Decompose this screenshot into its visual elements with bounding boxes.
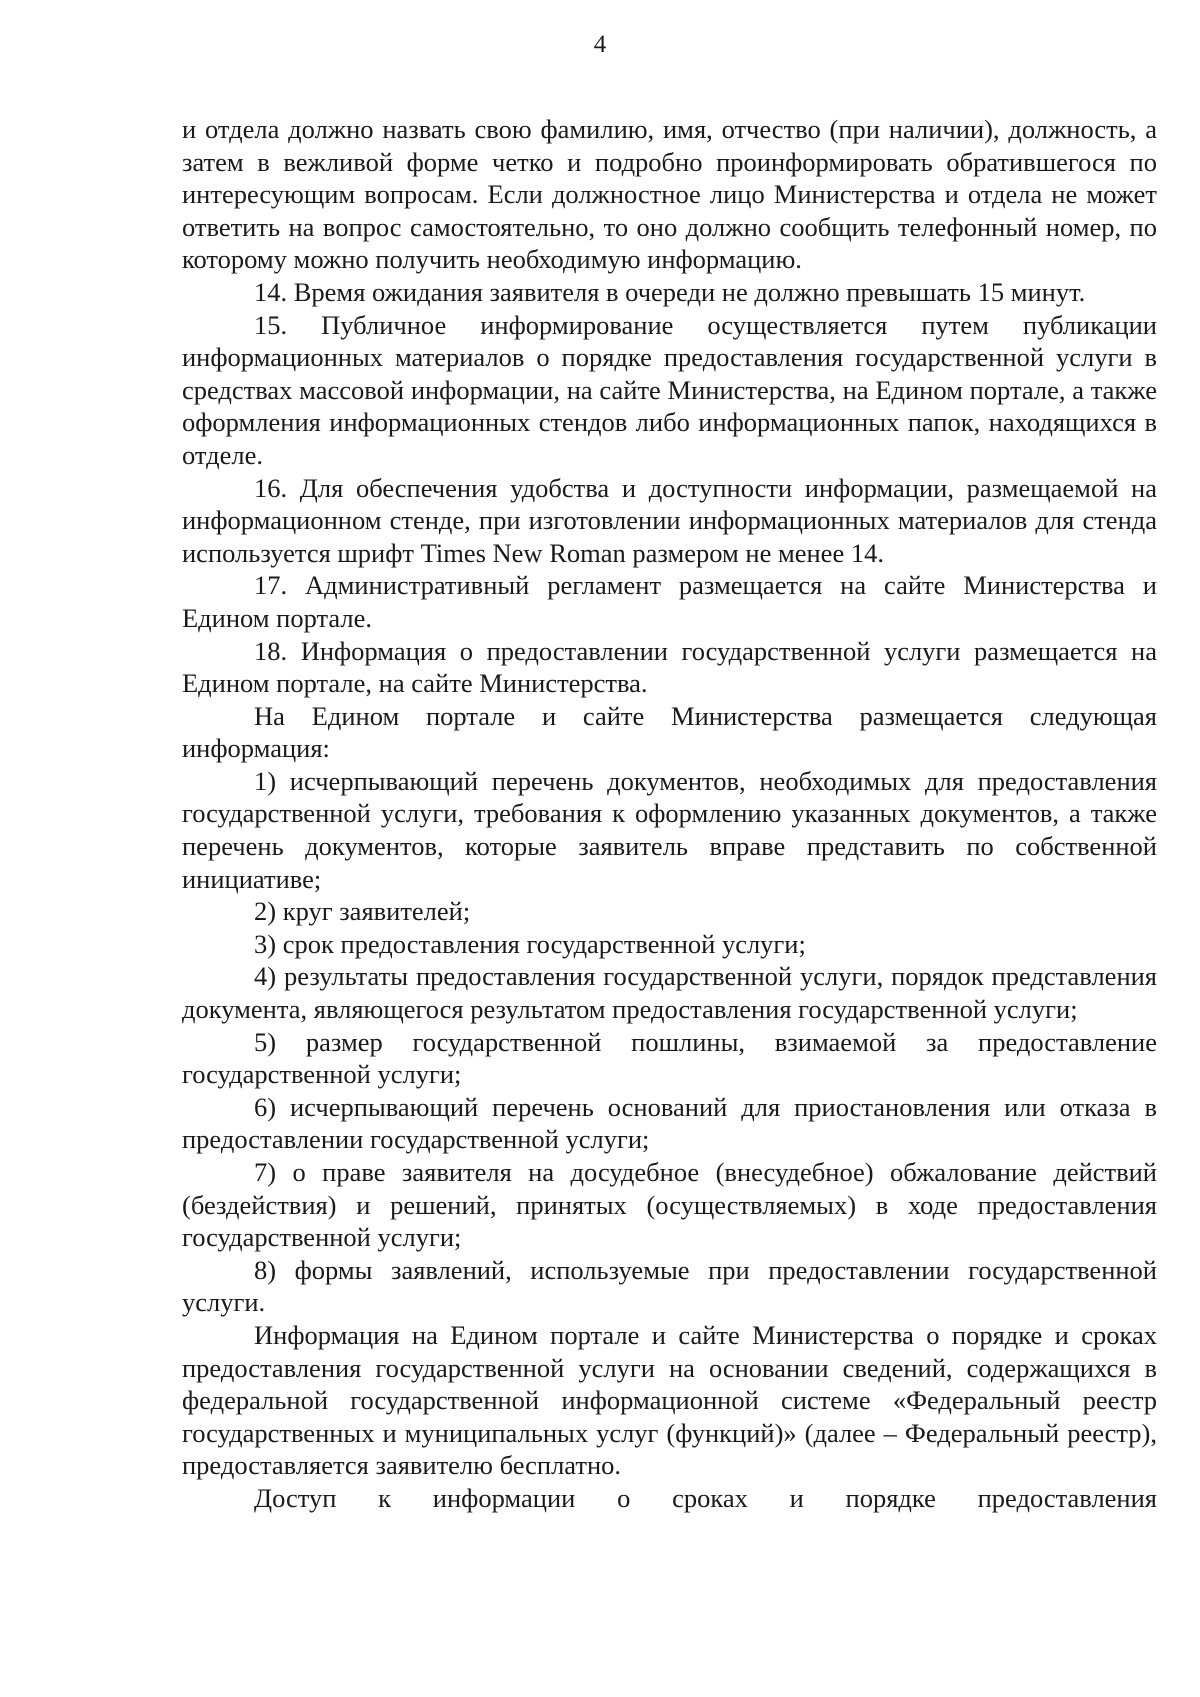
paragraph-federal-registry: Информация на Едином портале и сайте Министерства о порядке и сроках предоставления государственной услуги на основании сведений, содержащихся в федеральной государственной информационной системе «Федеральный реестр государственных и муниципальных услуг (функций)» (далее – Федеральный реестр), предоставляется заявителю бесплатно.	[182, 1319, 1157, 1481]
list-item-8: 8) формы заявлений, используемые при предоставлении государственной услуги.	[182, 1254, 1157, 1318]
list-item-7: 7) о праве заявителя на досудебное (внесудебное) обжалование действий (бездействия) и решений, принятых (осуществляемых) в ходе предоставления государственной услуги;	[182, 1157, 1157, 1253]
list-item-5: 5) размер государственной пошлины, взимаемой за предоставление государственной услуги;	[182, 1026, 1157, 1090]
paragraph-access: Доступ к информации о сроках и порядке предоставления	[254, 1482, 1157, 1513]
paragraph-17: 17. Административный регламент размещается на сайте Министерства и Едином портале.	[182, 570, 1157, 633]
paragraph-16: 16. Для обеспечения удобства и доступности информации, размещаемой на информационном стенде, при изготовлении информационных материалов для стенда используется шрифт Times New Roman размером не менее 14.	[182, 472, 1157, 568]
list-item-3: 3) срок предоставления государственной услуги;	[254, 928, 806, 959]
paragraph-15: 15. Публичное информирование осуществляется путем публикации информационных материалов о порядке предоставления государственной услуги в средствах массовой информации, на сайте Министерства, на Едином портале, а также оформления информационных стендов либо информационных папок, находящихся в отделе.	[182, 309, 1157, 470]
paragraph-14: 14. Время ожидания заявителя в очереди не должно превышать 15 минут.	[254, 276, 1086, 307]
list-item-6: 6) исчерпывающий перечень оснований для приостановления или отказа в предоставлении государственной услуги;	[182, 1091, 1157, 1155]
page-number: 4	[593, 31, 607, 58]
list-item-1: 1) исчерпывающий перечень документов, необходимых для предоставления государственной услуги, требования к оформлению указанных документов, а также перечень документов, которые заявитель вправе представить по собственной инициативе;	[182, 765, 1157, 894]
list-item-4: 4) результаты предоставления государственной услуги, порядок представления документа, являющегося результатом предоставления государственной услуги;	[182, 961, 1157, 1025]
paragraph-18: 18. Информация о предоставлении государственной услуги размещается на Едином портале, на сайте Министерства.	[182, 635, 1157, 699]
paragraph-continuation: и отдела должно назвать свою фамилию, имя, отчество (при наличии), должность, а затем в вежливой форме четко и подробно проинформировать обратившегося по интересующим вопросам. Если должностное лицо Министерства и отдела не может ответить на вопрос самостоятельно, то оно должно сообщить телефонный номер, по которому можно получить необходимую информацию.	[182, 114, 1157, 275]
list-item-2: 2) круг заявителей;	[254, 896, 471, 927]
document-body	[182, 113, 1157, 1515]
paragraph-info-intro: На Едином портале и сайте Министерства размещается следующая информация:	[182, 700, 1157, 764]
